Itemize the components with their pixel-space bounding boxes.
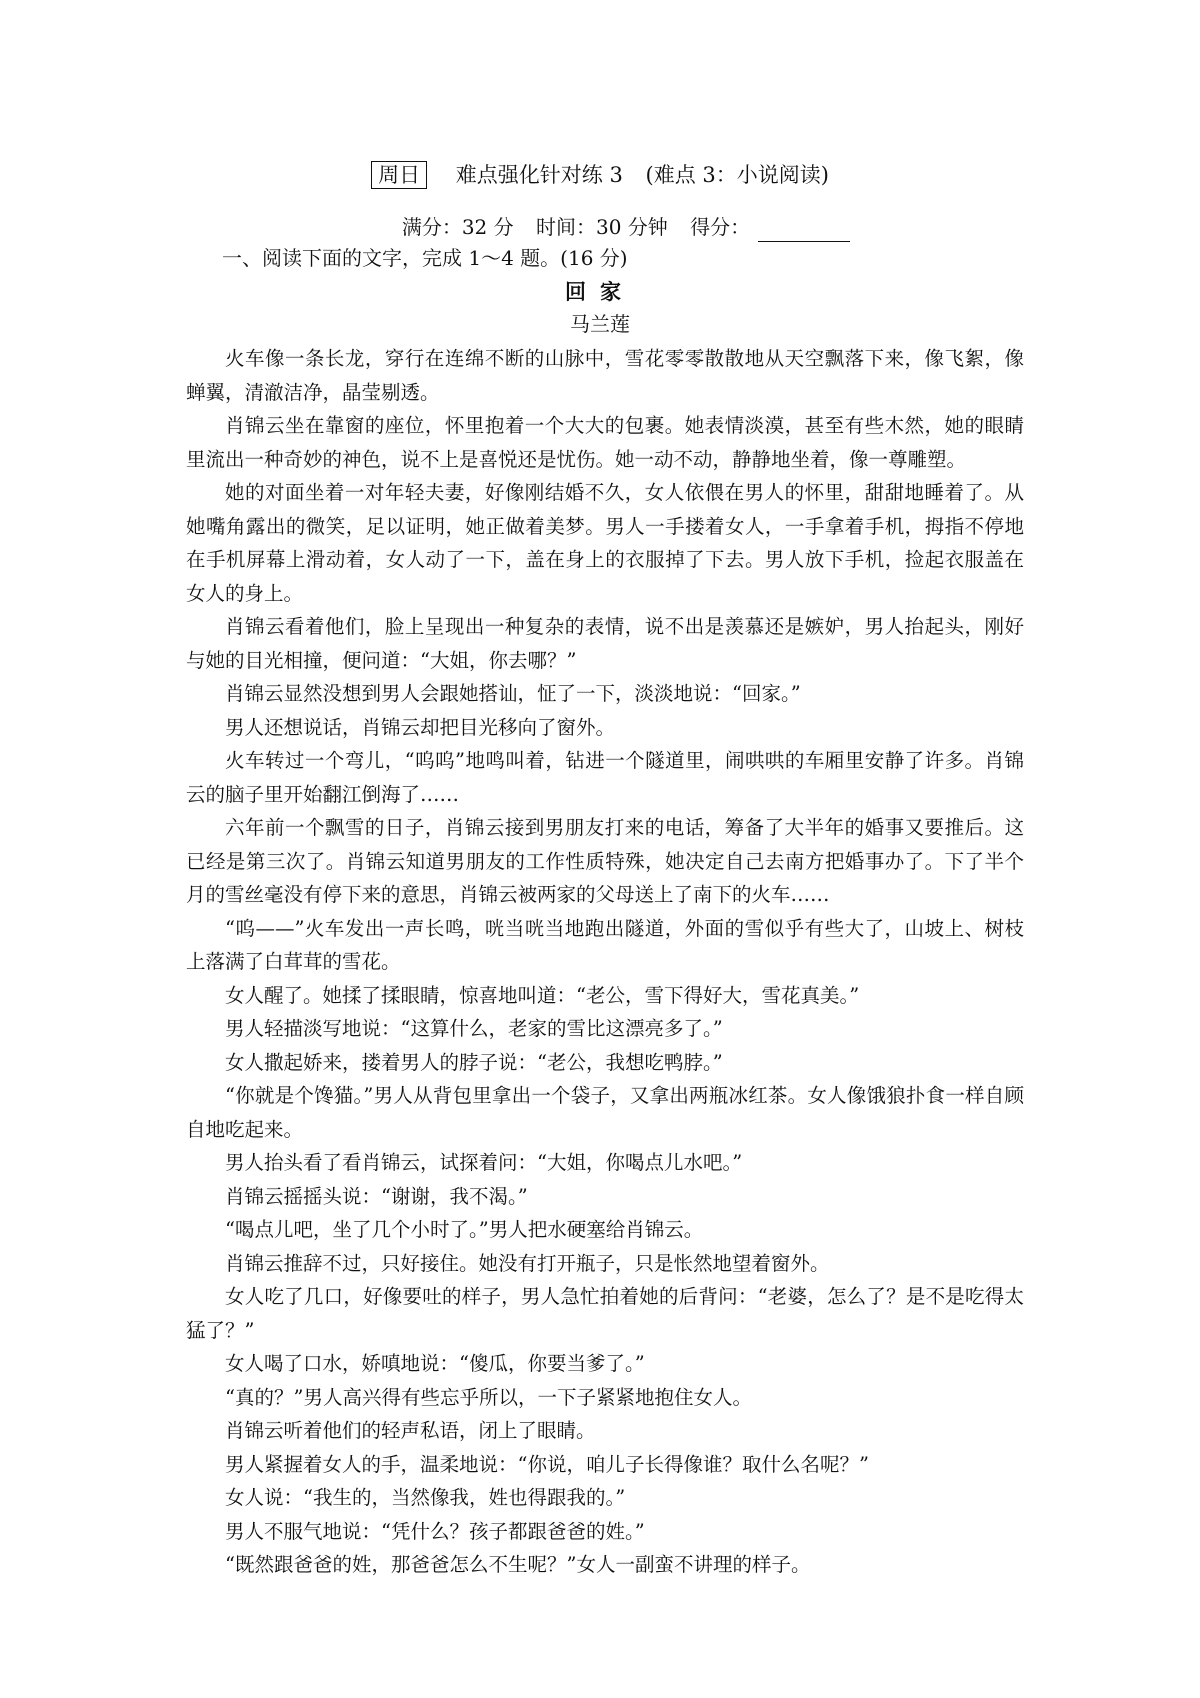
paragraph: 女人撒起娇来，搂着男人的脖子说：“老公，我想吃鸭脖。” — [225, 1050, 723, 1074]
story-body — [186, 342, 1024, 1582]
paragraph: “既然跟爸爸的姓，那爸爸怎么不生呢？”女人一副蛮不讲理的样子。 — [225, 1553, 811, 1576]
paragraph: 肖锦云推辞不过，只好接住。她没有打开瓶子，只是怅然地望着窗外。 — [225, 1251, 830, 1275]
paragraph: 肖锦云听着他们的轻声私语，闭上了眼睛。 — [225, 1419, 596, 1442]
score-text: 得分： — [690, 215, 751, 239]
paragraph: 肖锦云摇摇头说：“谢谢，我不渴。” — [225, 1184, 528, 1208]
paragraph: “你就是个馋猫。”男人从背包里拿出一个袋子，又拿出两瓶冰红茶。女人像饿狼扑食一样自顾自地吃起来。 — [186, 1084, 1024, 1141]
paragraph: 火车像一条长龙，穿行在连绵不断的山脉中，雪花零零散散地从天空飘落下来，像飞絮，像蝉翼，清澈洁净，晶莹剔透。 — [186, 347, 1024, 404]
full-score: 满分：32 分 — [401, 215, 514, 239]
exercise-subtitle: (难点 3：小说阅读) — [645, 163, 829, 187]
paragraph: 男人还想说话，肖锦云却把目光移向了窗外。 — [225, 715, 616, 739]
exercise-title: 难点强化针对练 3 — [455, 163, 623, 187]
section-heading: 一、阅读下面的文字，完成 1～4 题。(16 分) — [222, 246, 628, 270]
paragraph: 肖锦云看着他们，脸上呈现出一种复杂的表情，说不出是羡慕还是嫉妒，男人抬起头，刚好与她的目光相撞，便问道：“大姐，你去哪？” — [186, 615, 1024, 672]
day-label-box: 周日 — [371, 161, 427, 189]
score-blank[interactable] — [758, 219, 850, 242]
paragraph: 肖锦云坐在靠窗的座位，怀里抱着一个大大的包裹。她表情淡漠，甚至有些木然，她的眼睛里流出一种奇妙的神色，说不上是喜悦还是忧伤。她一动不动，静静地坐着，像一尊雕塑。 — [186, 414, 1024, 471]
paragraph: 男人不服气地说：“凭什么？孩子都跟爸爸的姓。” — [225, 1519, 645, 1543]
paragraph: 女人吃了几口，好像要吐的样子，男人急忙拍着她的后背问：“老婆，怎么了？是不是吃得太猛了？” — [186, 1285, 1024, 1342]
paragraph: “真的？”男人高兴得有些忘乎所以，一下子紧紧地抱住女人。 — [225, 1385, 752, 1409]
score-line — [0, 212, 1200, 242]
paragraph: 男人紧握着女人的手，温柔地说：“你说，咱儿子长得像谁？取什么名呢？” — [225, 1452, 869, 1476]
paragraph: 女人说：“我生的，当然像我，姓也得跟我的。” — [225, 1486, 626, 1509]
paragraph: 男人抬头看了看肖锦云，试探着问：“大姐，你喝点儿水吧。” — [225, 1151, 743, 1174]
paragraph: 女人喝了口水，娇嗔地说：“傻瓜，你要当爹了。” — [225, 1352, 645, 1375]
paragraph: 她的对面坐着一对年轻夫妻，好像刚结婚不久，女人依偎在男人的怀里，甜甜地睡着了。从她嘴角露出的微笑，足以证明，她正做着美梦。男人一手搂着女人，一手拿着手机，拇指不停地在手机屏幕上滑动着，女人动了一下，盖在身上的衣服掉了下去。男人放下手机，捡起衣服盖在女人的身上。 — [186, 481, 1024, 605]
paragraph: 火车转过一个弯儿，“呜呜”地鸣叫着，钻进一个隧道里，闹哄哄的车厢里安静了许多。肖锦云的脑子里开始翻江倒海了…… — [186, 749, 1024, 806]
paragraph: “喝点儿吧，坐了几个小时了。”男人把水硬塞给肖锦云。 — [225, 1218, 704, 1241]
score-label — [690, 215, 858, 239]
story-author: 马兰莲 — [570, 312, 630, 336]
paragraph: 六年前一个飘雪的日子，肖锦云接到男朋友打来的电话，筹备了大半年的婚事又要推后。这已经是第三次了。肖锦云知道男朋友的工作性质特殊，她决定自己去南方把婚事办了。下了半个月的雪丝毫没有停下来的意思，肖锦云被两家的父母送上了南下的火车…… — [186, 816, 1024, 906]
page-header — [0, 160, 1200, 190]
story-title: 回家 — [565, 279, 635, 304]
paragraph: 肖锦云显然没想到男人会跟她搭讪，怔了一下，淡淡地说：“回家。” — [225, 682, 801, 705]
paragraph: 女人醒了。她揉了揉眼睛，惊喜地叫道：“老公，雪下得好大，雪花真美。” — [225, 983, 860, 1007]
paragraph: “呜——”火车发出一声长鸣，咣当咣当地跑出隧道，外面的雪似乎有些大了，山坡上、树枝上落满了白茸茸的雪花。 — [186, 916, 1024, 973]
time-limit: 时间：30 分钟 — [536, 215, 668, 239]
paragraph: 男人轻描淡写地说：“这算什么，老家的雪比这漂亮多了。” — [225, 1017, 723, 1040]
